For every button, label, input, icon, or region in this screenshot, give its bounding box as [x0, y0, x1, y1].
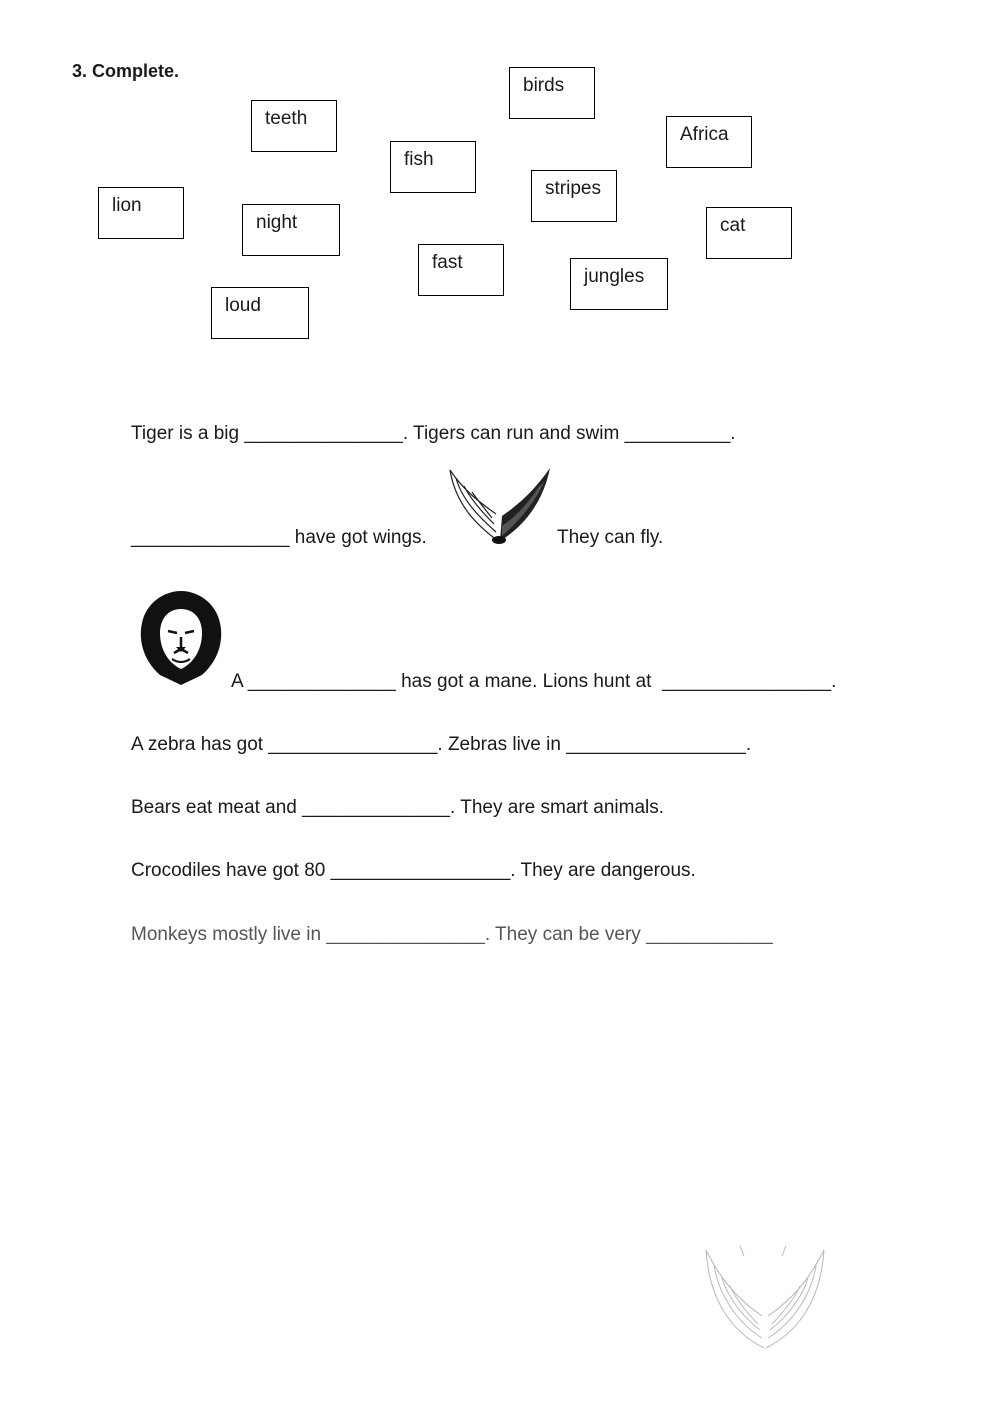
word-box-jungles: jungles — [570, 258, 668, 310]
word-box-fish: fish — [390, 141, 476, 193]
word-box-stripes: stripes — [531, 170, 617, 222]
sentence-crocodiles: Crocodiles have got 80 _________________. They are dangerous. — [131, 860, 696, 881]
word-box-night: night — [242, 204, 340, 256]
exercise-heading: 3. Complete. — [72, 61, 180, 81]
sentence-birds: _______________ have got wings. — [131, 527, 427, 548]
word-box-lion: lion — [98, 187, 184, 239]
faded-wings-icon — [700, 1240, 830, 1352]
sentence-monkeys: Monkeys mostly live in _______________. They can be very ____________ — [131, 924, 773, 945]
word-box-cat: cat — [706, 207, 792, 259]
sentence-lion: A ______________ has got a mane. Lions hunt at ________________. — [231, 671, 837, 692]
wings-icon — [448, 466, 552, 546]
word-box-teeth: teeth — [251, 100, 337, 152]
sentence-zebra: A zebra has got ________________. Zebras live in _________________. — [131, 734, 752, 755]
sentence-fly: They can fly. — [557, 527, 664, 548]
sentence-tiger: Tiger is a big _______________. Tigers can run and swim __________. — [131, 423, 736, 444]
word-box-fast: fast — [418, 244, 504, 296]
word-box-africa: Africa — [666, 116, 752, 168]
lion-icon — [138, 589, 224, 687]
word-box-birds: birds — [509, 67, 595, 119]
sentence-bears: Bears eat meat and ______________. They are smart animals. — [131, 797, 665, 818]
word-box-loud: loud — [211, 287, 309, 339]
